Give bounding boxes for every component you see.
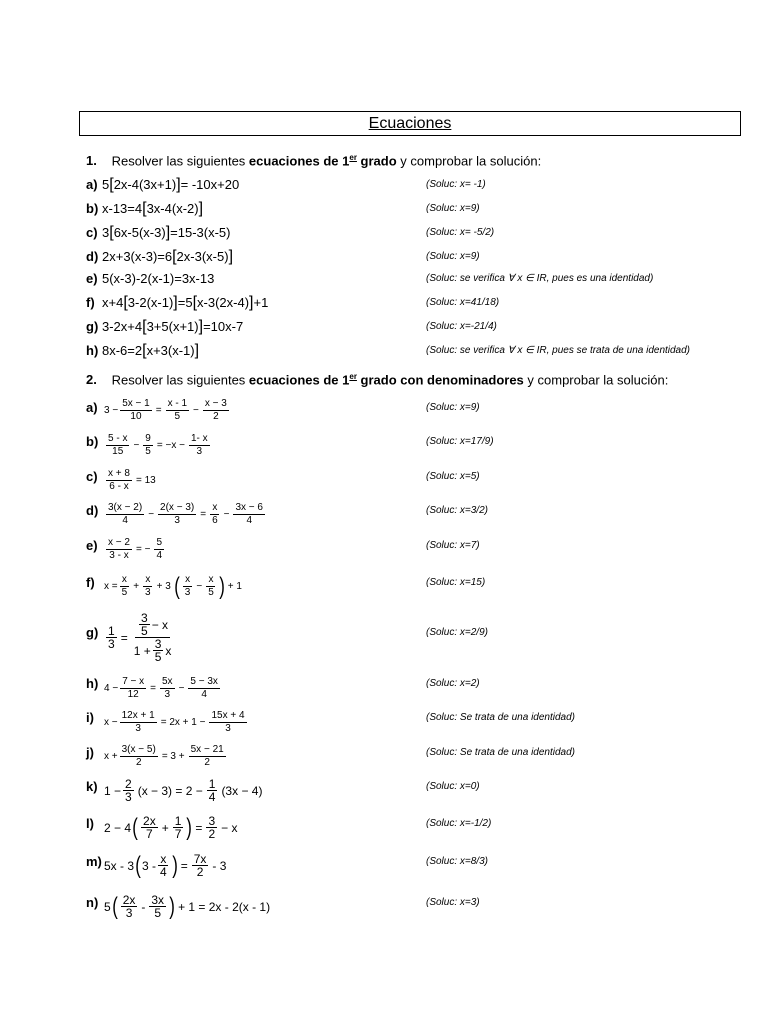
item-label: b) bbox=[86, 201, 99, 216]
eq-2k: 1 − $\frac{2}{3}$ (x − 3) = 2 − $\frac{1}{4}$ (3x − 4) bbox=[104, 777, 263, 804]
item-label: e) bbox=[86, 271, 98, 286]
item-label: i) bbox=[86, 710, 94, 725]
eq-2c: $\frac{x + 8}{6 - x}$ = 13 bbox=[108, 468, 156, 492]
solution-text: (Soluc: x=9) bbox=[426, 203, 480, 214]
solution-text: (Soluc: x=2/9) bbox=[426, 627, 488, 638]
item-label: c) bbox=[86, 469, 98, 484]
item-label: g) bbox=[86, 625, 99, 640]
equation-text: x-13=4[3x-4(x-2)] bbox=[102, 200, 204, 217]
solution-text: (Soluc: Se trata de una identidad) bbox=[426, 712, 575, 723]
section-1-bold-2: grado bbox=[356, 153, 397, 169]
item-label: d) bbox=[86, 503, 99, 518]
item-label: f) bbox=[86, 575, 95, 590]
section-2-text-2: y comprobar la solución: bbox=[523, 372, 669, 388]
solution-text: (Soluc: x=3) bbox=[426, 897, 480, 908]
equation-text: 3[6x-5(x-3)]=15-3(x-5) bbox=[102, 224, 231, 241]
item-label: a) bbox=[86, 177, 98, 192]
solution-text: (Soluc: x=-1/2) bbox=[426, 818, 492, 829]
section-1-bold-1: ecuaciones de 1 bbox=[248, 153, 350, 169]
title-box bbox=[79, 111, 741, 136]
section-1-heading bbox=[86, 153, 541, 168]
section-1-number: 1. bbox=[86, 153, 97, 169]
eq-2i: x − $\frac{12x + 1}{3}$ = 2x + 1 − $\frac{15x + 4}{3}$ bbox=[104, 710, 245, 734]
solution-text: (Soluc: x=41/18) bbox=[426, 297, 500, 308]
page-title: Ecuaciones bbox=[368, 114, 452, 132]
item-label: m) bbox=[86, 854, 102, 869]
item-label: a) bbox=[86, 400, 98, 415]
equation-text: 2x+3(x-3)=6[2x-3(x-5)] bbox=[102, 248, 234, 265]
item-label: d) bbox=[86, 249, 99, 264]
eq-2g: $\frac{1}{3}$ = 3 5 − x 1 + $\frac{3}{5}$ x bbox=[108, 611, 172, 664]
solution-text: (Soluc: se verifica ∀ x ∈ IR, pues es una identidad) bbox=[426, 273, 654, 284]
item-label: n) bbox=[86, 895, 99, 910]
equation-text: 5(x-3)-2(x-1)=3x-13 bbox=[102, 271, 215, 286]
eq-2d: 3(x − 2) 4 − $\frac{2(x - 3)}{3}$ = $\frac{x}{6}$ − $\frac{3x - 6}{4}$ bbox=[108, 502, 263, 526]
eq-2j: x + $\frac{3(x - 5)}{2}$ = 3 + $\frac{5x - 21}{2}$ bbox=[104, 744, 224, 768]
section-2-sup: er bbox=[349, 372, 357, 381]
solution-text: (Soluc: x=-21/4) bbox=[426, 321, 497, 332]
item-label: c) bbox=[86, 225, 98, 240]
item-label: l) bbox=[86, 816, 94, 831]
eq-2a: 3 − $\frac{5x - 1}{10}$ = $\frac{x - 1}{5}$ − $\frac{x - 3}{2}$ bbox=[104, 398, 227, 422]
solution-text: (Soluc: Se trata de una identidad) bbox=[426, 747, 575, 758]
item-label: k) bbox=[86, 779, 98, 794]
item-label: j) bbox=[86, 745, 94, 760]
solution-text: (Soluc: x=7) bbox=[426, 540, 480, 551]
equation-text: 5[2x-4(3x+1)]= -10x+20 bbox=[102, 176, 240, 193]
equation-text: 3-2x+4[3+5(x+1)]=10x-7 bbox=[102, 318, 244, 335]
section-2-heading bbox=[86, 372, 668, 387]
equation-text: x+4[3-2(x-1)]=5[x-3(2x-4)]+1 bbox=[102, 294, 269, 311]
section-1-text-2: y comprobar la solución: bbox=[396, 153, 542, 169]
eq-2b: 5 - x 15 − $\frac{9}{5}$ = −x − $\frac{1- x}{3}$ bbox=[108, 433, 208, 457]
section-2-number: 2. bbox=[86, 372, 97, 388]
item-label: f) bbox=[86, 295, 95, 310]
item-label: b) bbox=[86, 434, 99, 449]
section-1-text-1: Resolver las siguientes bbox=[111, 153, 249, 169]
solution-text: (Soluc: se verifica ∀ x ∈ IR, pues se trata de una identidad) bbox=[426, 345, 691, 356]
item-label: g) bbox=[86, 319, 99, 334]
solution-text: (Soluc: x=8/3) bbox=[426, 856, 488, 867]
solution-text: (Soluc: x= -5/2) bbox=[426, 227, 495, 238]
eq-2h: 4 − $\frac{7 - x}{12}$ = $\frac{5x}{3}$ − $\frac{5 - 3x}{4}$ bbox=[104, 676, 218, 700]
solution-text: (Soluc: x=2) bbox=[426, 678, 480, 689]
solution-text: (Soluc: x=9) bbox=[426, 402, 480, 413]
equation-text: 8x-6=2[x+3(x-1)] bbox=[102, 342, 200, 359]
item-label: h) bbox=[86, 676, 99, 691]
item-label: e) bbox=[86, 538, 98, 553]
eq-2f: x = $\frac{x}{5}$ + $\frac{x}{3}$ + 3 ( x 3 − $\frac{x}{5}$ ) + 1 bbox=[104, 572, 242, 600]
eq-2l: 2 − 4 ( 2x 7 + $\frac{1}{7}$ ) = $\frac{3}{2}$ − x bbox=[104, 813, 238, 841]
solution-text: (Soluc: x=5) bbox=[426, 471, 480, 482]
solution-text: (Soluc: x=3/2) bbox=[426, 505, 488, 516]
solution-text: (Soluc: x=0) bbox=[426, 781, 480, 792]
section-2-bold-1: ecuaciones de 1 bbox=[248, 372, 350, 388]
eq-2e: $\frac{x - 2}{3 - x}$ = − $\frac{5}{4}$ bbox=[108, 537, 162, 561]
solution-text: (Soluc: x=17/9) bbox=[426, 436, 494, 447]
solution-text: (Soluc: x=9) bbox=[426, 251, 480, 262]
solution-text: (Soluc: x=15) bbox=[426, 577, 486, 588]
section-2-text-1: Resolver las siguientes bbox=[111, 372, 249, 388]
solution-text: (Soluc: x= -1) bbox=[426, 179, 486, 190]
section-1-sup: er bbox=[349, 153, 357, 162]
section-2-bold-2: grado con denominadores bbox=[356, 372, 524, 388]
eq-2m: 5x - 3 ( 3 - x 4 ) = $\frac{7x}{2}$ - 3 bbox=[104, 851, 227, 879]
item-label: h) bbox=[86, 343, 99, 358]
eq-2n: 5 ( 2x 3 - 3x 5 ) + 1 = 2x - 2(x - 1) bbox=[104, 892, 271, 920]
